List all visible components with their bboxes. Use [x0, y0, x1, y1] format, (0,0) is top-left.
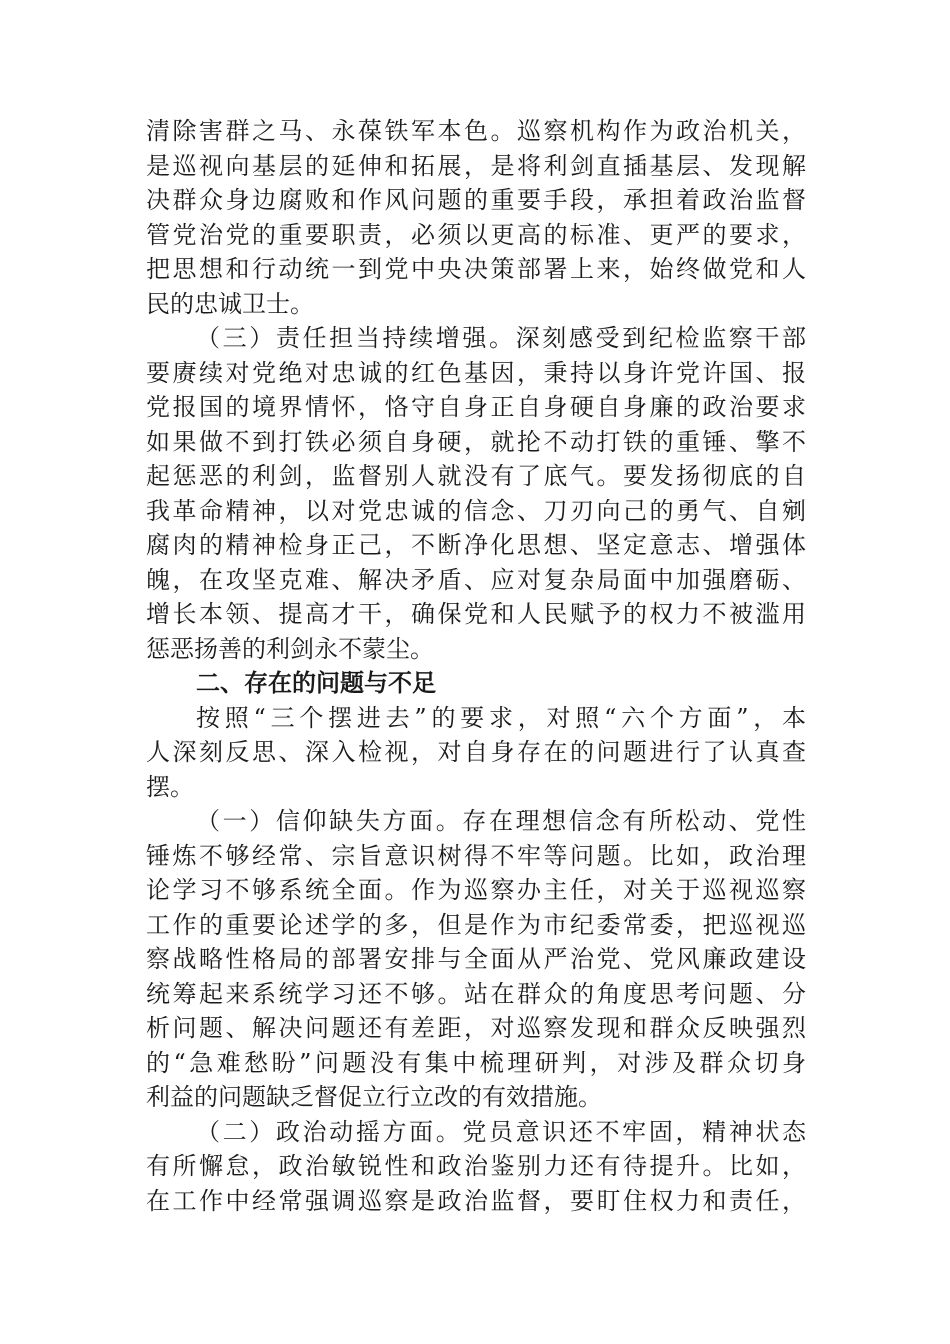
text-line: 腐肉的精神检身正己，不断净化思想、坚定意志、增强体 [146, 531, 806, 559]
text-line: 在工作中经常强调巡察是政治监督，要盯住权力和责任， [146, 1186, 806, 1215]
text-line: （一）信仰缺失方面。存在理想信念有所松动、党性 [196, 807, 806, 835]
document-body [146, 114, 806, 1218]
text-line: 增长本领、提高才干，确保党和人民赋予的权力不被滥用 [146, 600, 806, 628]
text-line: 有所懈怠，政治敏锐性和政治鉴别力还有待提升。比如， [146, 1152, 806, 1180]
text-line: 把思想和行动统一到党中央决策部署上来，始终做党和人 [146, 255, 806, 283]
text-line: 摆。 [146, 772, 194, 801]
text-line: 按照“三个摆进去”的要求，对照“六个方面”，本 [196, 703, 806, 732]
text-line: （二）政治动摇方面。党员意识还不牢固，精神状态 [196, 1117, 806, 1146]
text-line: 论学习不够系统全面。作为巡察办主任，对关于巡视巡察 [146, 876, 806, 904]
text-line: 察战略性格局的部署安排与全面从严治党、党风廉政建设 [146, 945, 806, 973]
text-line: 利益的问题缺乏督促立行立改的有效措施。 [146, 1083, 602, 1111]
text-line: 管党治党的重要职责，必须以更高的标准、更严的要求， [146, 220, 806, 249]
text-line: 工作的重要论述学的多，但是作为市纪委常委，把巡视巡 [146, 910, 806, 939]
text-line: 的“急难愁盼”问题没有集中梳理研判，对涉及群众切身 [146, 1048, 806, 1077]
text-line: 起惩恶的利剑，监督别人就没有了底气。要发扬彻底的自 [146, 462, 806, 490]
text-line: 清除害群之马、永葆铁军本色。巡察机构作为政治机关， [146, 117, 806, 145]
text-line: 是巡视向基层的延伸和拓展，是将利剑直插基层、发现解 [146, 151, 806, 180]
text-line: 惩恶扬善的利剑永不蒙尘。 [146, 634, 434, 663]
section-heading: 二、存在的问题与不足 [196, 669, 436, 697]
text-line: 民的忠诚卫士。 [146, 289, 314, 318]
text-line: 统筹起来系统学习还不够。站在群众的角度思考问题、分 [146, 979, 806, 1008]
text-line: 析问题、解决问题还有差距，对巡察发现和群众反映强烈 [146, 1014, 806, 1042]
text-line: 决群众身边腐败和作风问题的重要手段，承担着政治监督 [146, 186, 806, 214]
text-line: 如果做不到打铁必须自身硬，就抡不动打铁的重锤、擎不 [146, 427, 806, 456]
text-line: 党报国的境界情怀，恪守自身正自身硬自身廉的政治要求 [146, 393, 806, 421]
text-line: 锤炼不够经常、宗旨意识树得不牢等问题。比如，政治理 [146, 841, 806, 870]
text-line: 人深刻反思、深入检视，对自身存在的问题进行了认真查 [146, 738, 806, 766]
text-line: 我革命精神，以对党忠诚的信念、刀刃向己的勇气、自剜 [146, 496, 806, 525]
text-line: 魄，在攻坚克难、解决矛盾、应对复杂局面中加强磨砺、 [146, 565, 806, 594]
text-line: （三）责任担当持续增强。深刻感受到纪检监察干部 [196, 324, 806, 352]
text-line: 要赓续对党绝对忠诚的红色基因，秉持以身许党许国、报 [146, 358, 806, 387]
